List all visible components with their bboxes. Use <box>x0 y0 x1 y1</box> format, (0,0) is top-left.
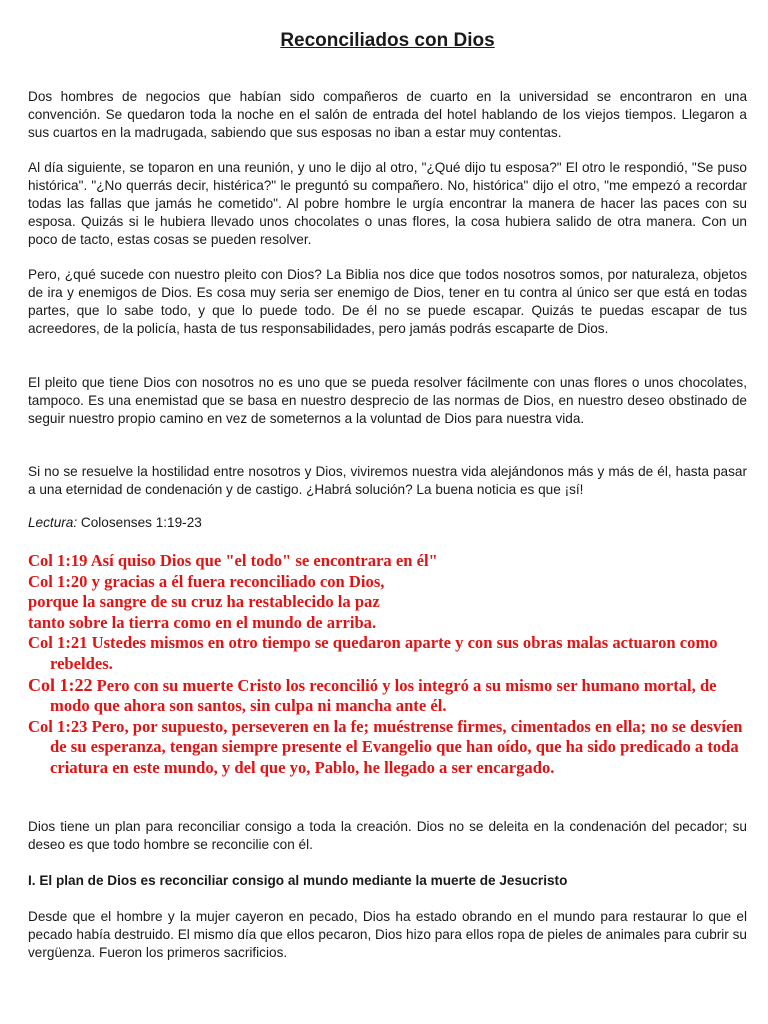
reading-reference: Colosenses 1:19-23 <box>77 515 202 530</box>
reading-line <box>28 514 202 532</box>
section-paragraph: Desde que el hombre y la mujer cayeron en pecado, Dios ha estado obrando en el mundo para restaurar lo que el pecado había destruido. El mismo día que ellos pecaron, Dios hizo para ellos ropa de pieles de animales para cubrir su vergüenza. Fueron los primeros sacrificios. <box>28 909 747 960</box>
verse-text: porque la sangre de su cruz ha restablecido la paz <box>28 592 380 612</box>
verse-ref: Col 1:21 <box>28 633 88 653</box>
verse-text: y gracias a él fuera reconciliado con Dios, <box>87 571 385 591</box>
verse-text: Ustedes mismos en otro tiempo se quedaron aparte y con sus obras malas actuaron como rebeldes. <box>50 633 718 673</box>
paragraph-4: El pleito que tiene Dios con nosotros no es uno que se pueda resolver fácilmente con unas flores o unos chocolates, tampoco. Es una enemistad que se basa en nuestro desprecio de las normas de Dios, en nuestro deseo obstinado de seguir nuestro propio camino en vez de someternos a la voluntad de Dios para nuestra vida. <box>28 375 747 426</box>
verse-col-1-22 <box>28 675 747 717</box>
verse-continuation <box>28 592 747 613</box>
verse-ref: Col 1:20 <box>28 571 88 591</box>
verse-col-1-20 <box>28 572 747 593</box>
verse-ref: Col 1:22 <box>28 674 93 695</box>
verse-ref: Col 1:19 <box>28 551 88 570</box>
paragraph-after-verses: Dios tiene un plan para reconciliar consigo a toda la creación. Dios no se deleita en la condenación del pecador; su deseo es que todo hombre se reconcilie con él. <box>28 819 747 852</box>
verse-text: Pero, por supuesto, perseveren en la fe; muéstrense firmes, cimentados en ella; no se desvíen de su esperanza, tengan siempre presente el Evangelio que han oído, que ha sido predicado a toda criatura en este mundo, y del que yo, Pablo, he llegado a ser encargado. <box>50 716 743 777</box>
verse-text: Así quiso Dios que "el todo" se encontrara en él" <box>87 551 438 570</box>
verse-col-1-23 <box>28 717 747 779</box>
document-page <box>28 0 747 1024</box>
section-heading: I. El plan de Dios es reconciliar consigo al mundo mediante la muerte de Jesucristo <box>28 873 568 888</box>
verse-continuation <box>28 613 747 634</box>
verse-text: Pero con su muerte Cristo los reconcilió y los integró a su mismo ser humano mortal, de modo que ahora son santos, sin culpa ni mancha ante él. <box>50 675 717 716</box>
verse-col-1-19 <box>28 551 747 572</box>
verse-text: tanto sobre la tierra como en el mundo de arriba. <box>28 612 377 632</box>
paragraph-5: Si no se resuelve la hostilidad entre nosotros y Dios, viviremos nuestra vida alejándonos más y más de él, hasta pasar a una eternidad de condenación y de castigo. ¿Habrá solución? La buena noticia es que ¡sí! <box>28 464 747 497</box>
paragraph-2: Al día siguiente, se toparon en una reunión, y uno le dijo al otro, "¿Qué dijo tu esposa?" El otro le respondió, "Se puso histórica". "¿No querrás decir, histérica?" le preguntó su compañero. No, histórica" dijo el otro, "me empezó a recordar todas las fallas que jamás he cometido". Al pobre hombre le urgía encontrar la manera de hacer las paces con su esposa. Quizás si le hubiera llevado unos chocolates o unas flores, la cosa hubiera salido de otra manera. Con un poco de tacto, estas cosas se pueden resolver. <box>28 160 747 247</box>
reading-label: Lectura: <box>28 515 78 530</box>
bible-verses <box>28 551 747 779</box>
document-title: Reconciliados con Dios <box>280 30 495 51</box>
verse-col-1-21 <box>28 633 747 674</box>
verse-ref: Col 1:23 <box>28 716 88 736</box>
paragraph-3: Pero, ¿qué sucede con nuestro pleito con Dios? La Biblia nos dice que todos nosotros somos, por naturaleza, objetos de ira y enemigos de Dios. Es cosa muy seria ser enemigo de Dios, tener en tu contra al único ser que está en todas partes, que lo sabe todo, y que lo puede todo. De él no se puede escapar. Quizás te puedas escapar de tus acreedores, de la policía, hasta de tus responsabilidades, pero jamás podrás escaparte de Dios. <box>28 267 747 336</box>
paragraph-1: Dos hombres de negocios que habían sido compañeros de cuarto en la universidad se encontraron en una convención. Se quedaron toda la noche en el salón de entrada del hotel hablando de los viejos tiempos. Llegaron a sus cuartos en la madrugada, sabiendo que sus esposas no iban a estar muy contentas. <box>28 89 747 140</box>
